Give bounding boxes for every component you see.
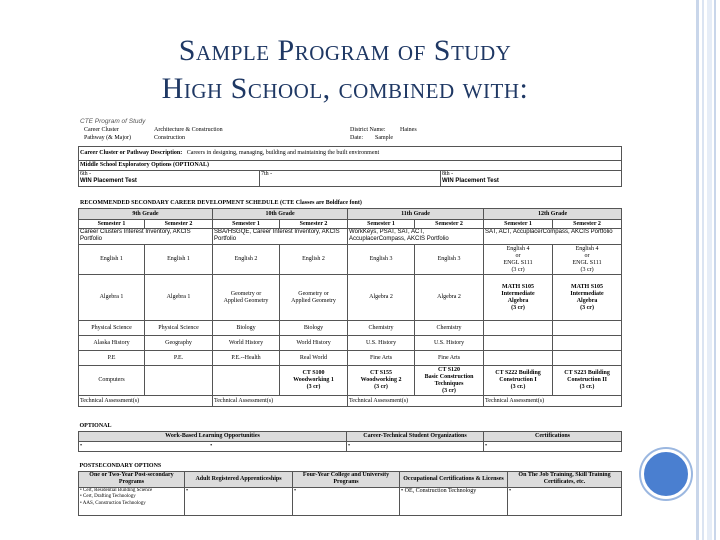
tech-assessment-10: Technical Assessment(s) <box>213 396 348 407</box>
course-cell <box>484 336 553 351</box>
course-cell: English 4 or ENGL S111 (3 cr) <box>484 245 553 275</box>
course-cell <box>213 366 280 396</box>
course-cell: Physical Science <box>79 321 145 336</box>
post-cell-four-year: • <box>293 487 400 515</box>
course-cell: English 1 <box>145 245 213 275</box>
course-cell: Biology <box>213 321 280 336</box>
semester-header: Semester 2 <box>280 220 348 229</box>
semester-header: Semester 2 <box>553 220 622 229</box>
course-cell: Fine Arts <box>348 351 415 366</box>
course-cell <box>553 336 622 351</box>
postsecondary-label: POSTSECONDARY OPTIONS <box>79 462 622 471</box>
course-row <box>79 275 622 321</box>
career-cluster-value: Architecture & Construction <box>154 127 223 133</box>
course-cell: Geometry or Applied Geometry <box>213 275 280 321</box>
district-value: Haines <box>400 127 417 133</box>
course-cell: English 1 <box>79 245 145 275</box>
course-cell: CT S222 Building Construction I (3 cr.) <box>484 366 553 396</box>
course-cell: Computers <box>79 366 145 396</box>
course-cell: English 3 <box>415 245 484 275</box>
date-value: Sample <box>375 135 393 141</box>
course-row <box>79 366 622 396</box>
course-cell: Alaska History <box>79 336 145 351</box>
course-cell: MATH S105 Intermediate Algebra (3 cr) <box>553 275 622 321</box>
pathway-value: Construction <box>154 135 185 141</box>
career-cluster-label: Career Cluster <box>84 127 119 133</box>
schedule-label: RECOMMENDED SECONDARY CAREER DEVELOPMENT SCHEDULE (CTE Classes are Boldface font) <box>80 200 362 206</box>
course-cell: English 2 <box>280 245 348 275</box>
course-cell: World History <box>213 336 280 351</box>
course-cell: Algebra 1 <box>79 275 145 321</box>
tech-assessment-11: Technical Assessment(s) <box>348 396 484 407</box>
post-cell-ojt: • <box>508 487 622 515</box>
postsecondary-table <box>78 462 622 516</box>
post-header-four-year: Four-Year College and University Programs <box>293 471 400 487</box>
slide-title-line1: Sample Program of Study <box>178 34 512 67</box>
tech-assessment-9: Technical Assessment(s) <box>79 396 213 407</box>
right-stripe-2 <box>702 0 704 540</box>
ctso-header: Career-Technical Student Organizations <box>347 431 484 441</box>
course-cell: MATH S105 Intermediate Algebra (3 cr) <box>484 275 553 321</box>
course-cell: English 3 <box>348 245 415 275</box>
tech-assessment-12: Technical Assessment(s) <box>484 396 622 407</box>
slide-title-line2: High School, combined with: <box>161 72 529 105</box>
middle-school-label: Middle School Exploratory Options (OPTIONAL) <box>79 161 622 171</box>
semester-header: Semester 2 <box>415 220 484 229</box>
right-stripe-4 <box>714 0 716 540</box>
course-cell: P.E. <box>145 351 213 366</box>
course-cell: Algebra 2 <box>348 275 415 321</box>
course-cell <box>553 321 622 336</box>
course-cell: Chemistry <box>348 321 415 336</box>
grade-11-header: 11th Grade <box>348 209 484 220</box>
course-cell: U.S. History <box>415 336 484 351</box>
course-cell: CT S120 Basic Construction Techniques (3 cr) <box>415 366 484 396</box>
decorative-circle <box>641 449 691 499</box>
course-cell: U.S. History <box>348 336 415 351</box>
semester-header: Semester 1 <box>79 220 145 229</box>
post-cell-certifications: • OE, Construction Technology <box>400 487 508 515</box>
course-cell: English 4 or ENGL S111 (3 cr) <box>553 245 622 275</box>
post-cell-apprenticeships: • <box>185 487 293 515</box>
post-header-ojt: On The Job Training, Skill Training Certificates, etc. <box>508 471 622 487</box>
optional-table <box>78 422 622 452</box>
course-row <box>79 245 622 275</box>
course-cell: Algebra 2 <box>415 275 484 321</box>
course-cell: Geometry or Applied Geometry <box>280 275 348 321</box>
course-cell: Fine Arts <box>415 351 484 366</box>
semester-header: Semester 1 <box>348 220 415 229</box>
course-row <box>79 321 622 336</box>
certifications-header: Certifications <box>484 431 622 441</box>
course-cell: CT S155 Woodworking 2 (3 cr) <box>348 366 415 396</box>
post-header-apprenticeships: Adult Registered Apprenticeships <box>185 471 293 487</box>
course-cell: Chemistry <box>415 321 484 336</box>
grade-9-header: 9th Grade <box>79 209 213 220</box>
ms-cell-7th: 7th - <box>260 171 441 187</box>
semester-header: Semester 1 <box>213 220 280 229</box>
date-label: Date: <box>350 135 363 141</box>
course-cell: Real World <box>280 351 348 366</box>
course-cell: Physical Science <box>145 321 213 336</box>
course-row <box>79 351 622 366</box>
district-label: District Name: <box>350 127 386 133</box>
right-stripe-3 <box>707 0 712 540</box>
course-row <box>79 336 622 351</box>
assessment-12: SAT, ACT, AccuplacerCompass, AKCIS Portfolio <box>484 229 622 245</box>
course-cell: CT S100 Woodworking 1 (3 cr) <box>280 366 348 396</box>
right-stripe-1 <box>696 0 699 540</box>
course-cell: Biology <box>280 321 348 336</box>
semester-header: Semester 2 <box>145 220 213 229</box>
post-header-two-year: One or Two-Year Post-secondary Programs <box>79 471 185 487</box>
post-header-certifications: Occupational Certifications & Licenses <box>400 471 508 487</box>
optional-label: OPTIONAL <box>79 422 622 431</box>
grade-10-header: 10th Grade <box>213 209 348 220</box>
assessment-9: Career Clusters Interest Inventory, AKCIS Portfolio <box>79 229 213 245</box>
cte-program-label: CTE Program of Study <box>80 118 146 125</box>
description-cell: Career Cluster or Pathway Description: Careers in designing, managing, building and maintaining the built environment <box>79 147 622 161</box>
course-cell: P.E <box>79 351 145 366</box>
ms-cell-8th: 8th - WIN Placement Test <box>441 171 622 187</box>
optional-cell-1: • • <box>79 441 347 451</box>
course-cell <box>553 351 622 366</box>
course-cell: P.E.--Health <box>213 351 280 366</box>
assessment-10: SBA/HSGQE, Career Interest Inventory, AKCIS Portfolio <box>213 229 348 245</box>
description-table <box>78 146 622 187</box>
course-cell: English 2 <box>213 245 280 275</box>
course-cell: World History <box>280 336 348 351</box>
post-cell-two-year: • Cert, Residential Building Science • Cert, Drafting Technology • AAS, Construction Technology <box>79 487 185 515</box>
work-based-learning-header: Work-Based Learning Opportunities <box>79 431 347 441</box>
course-cell <box>145 366 213 396</box>
course-cell: Algebra 1 <box>145 275 213 321</box>
course-cell <box>484 321 553 336</box>
grade-12-header: 12th Grade <box>484 209 622 220</box>
program-of-study-document <box>78 115 622 537</box>
course-cell: CT S223 Building Construction II (3 cr.) <box>553 366 622 396</box>
course-cell <box>484 351 553 366</box>
optional-cell-2: • <box>347 441 484 451</box>
pathway-label: Pathway (& Major) <box>84 135 131 141</box>
ms-cell-6th: 6th - WIN Placement Test <box>79 171 260 187</box>
optional-cell-3: • <box>484 441 622 451</box>
semester-header: Semester 1 <box>484 220 553 229</box>
course-cell: Geography <box>145 336 213 351</box>
assessment-11: WorkKeys, PSAT, SAT, ACT, AccuplacerCompass, AKCIS Portfolio <box>348 229 484 245</box>
schedule-table <box>78 208 622 407</box>
